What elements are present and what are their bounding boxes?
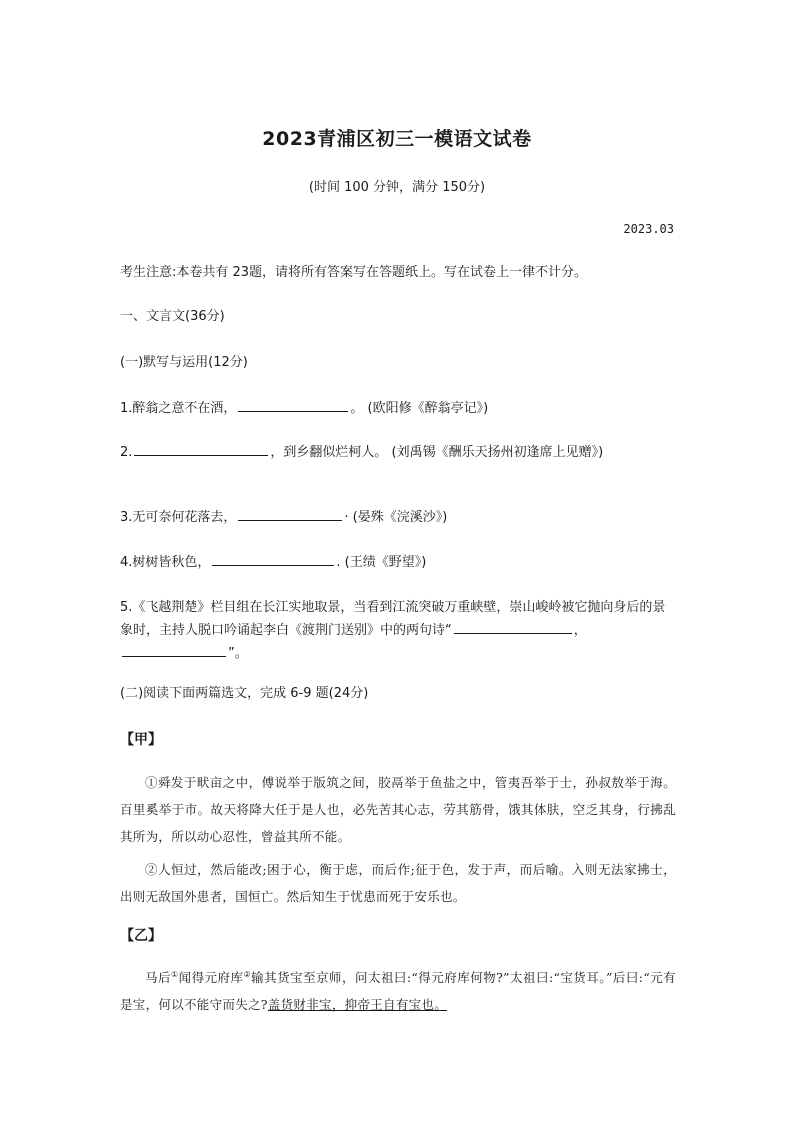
question-1 bbox=[120, 397, 676, 420]
footnote-marker-2: ② bbox=[243, 969, 252, 979]
answer-blank-1[interactable] bbox=[238, 397, 348, 412]
answer-blank-4[interactable] bbox=[212, 551, 334, 566]
yi-underlined-sentence: 盖货财非宝，抑帝王自有宝也。 bbox=[267, 997, 448, 1012]
answer-blank-5a[interactable] bbox=[454, 619, 572, 634]
exam-subtitle: (时间 100 分钟，满分 150分) bbox=[308, 180, 486, 195]
question-1-suffix: 。 (欧阳修《醉翁亭记》) bbox=[350, 401, 489, 416]
answer-blank-5b[interactable] bbox=[122, 642, 226, 657]
exam-notice: 考生注意:本卷共有 23题，请将所有答案写在答题纸上。写在试卷上一律不计分。 bbox=[120, 265, 588, 280]
question-2-suffix: ，到乡翻似烂柯人。 (刘禹锡《酬乐天扬州初逢席上见赠》) bbox=[270, 445, 604, 460]
question-5-open-quote: “ bbox=[445, 623, 452, 638]
answer-blank-3[interactable] bbox=[238, 506, 342, 521]
question-2-prefix: 2. bbox=[120, 445, 133, 460]
question-4-prefix: 4.树树皆秋色， bbox=[120, 555, 211, 570]
question-1-prefix: 1.醉翁之意不在酒， bbox=[120, 401, 237, 416]
passage-yi-label: 【乙】 bbox=[120, 928, 162, 944]
part-heading-dictation: (一)默写与运用(12分) bbox=[120, 355, 248, 370]
question-4-suffix: . (王绩《野望》) bbox=[336, 555, 427, 570]
passage-jia-paragraph-1: ①舜发于畎亩之中，傅说举于版筑之间，胶鬲举于鱼盐之中，管夷吾举于士，孙叔敖举于海。百里奚举于市。故天将降大任于是人也，必先苦其心志，劳其筋骨，饿其体肤，空乏其身，行拂乱其所为，所以动心忍性，曾益其所不能。 bbox=[120, 775, 676, 844]
question-4 bbox=[120, 551, 676, 574]
exam-date: 2023.03 bbox=[623, 222, 674, 236]
passage-jia-paragraph-2: ②人恒过，然后能改;困于心，衡于虑，而后作;征于色，发于声，而后喻。入则无法家拂士，出则无敌国外患者，国恒亡。然后知生于忧患而死于安乐也。 bbox=[120, 862, 676, 904]
passage-yi-paragraph-1 bbox=[120, 964, 676, 1018]
page-title: 2023青浦区初三一模语文试卷 bbox=[262, 128, 532, 150]
answer-blank-2[interactable] bbox=[134, 441, 268, 456]
question-3 bbox=[120, 506, 676, 529]
footnote-marker-1: ① bbox=[170, 969, 179, 979]
yi-text-b: 闻得元府库 bbox=[178, 970, 244, 985]
question-2 bbox=[120, 441, 676, 464]
passage-jia-label: 【甲】 bbox=[120, 732, 162, 748]
question-5-text: 5.《飞越荆楚》栏目组在长江实地取景，当看到江流突破万重峡壁，崇山峻岭被它抛向身后的景象时，主持人脱口吟诵起李白《渡荆门送别》中的两句诗 bbox=[120, 600, 666, 638]
question-5-close-quote: ”。 bbox=[228, 646, 248, 661]
question-5 bbox=[120, 597, 676, 665]
question-3-suffix: · (晏殊《浣溪沙》) bbox=[344, 510, 448, 525]
part-heading-reading: (二)阅读下面两篇选文，完成 6-9 题(24分) bbox=[120, 686, 369, 701]
yi-text-a: 马后 bbox=[145, 970, 171, 985]
section-heading-classical: 一、文言文(36分) bbox=[120, 309, 225, 324]
question-3-prefix: 3.无可奈何花落去， bbox=[120, 510, 237, 525]
yi-text-c: 输其货宝至京师，问太祖曰:“得元府库何物?”太祖曰:“宝货耳。”后曰:“元有是宝，何以不能守而失之? bbox=[120, 970, 676, 1012]
question-5-comma: ， bbox=[573, 623, 587, 638]
